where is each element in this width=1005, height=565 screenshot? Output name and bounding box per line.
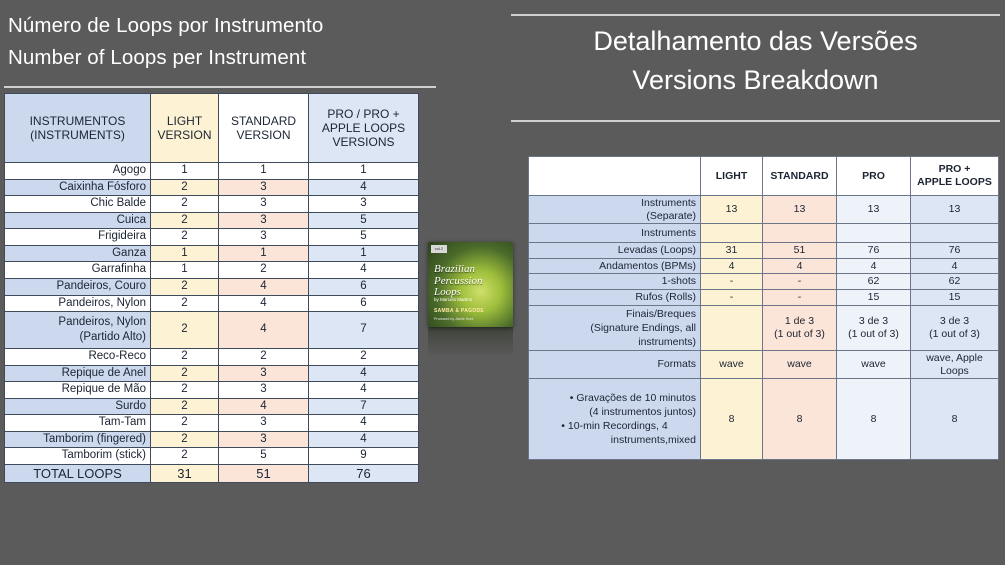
pro-value: 8	[837, 379, 911, 460]
versions-row-recordings	[529, 379, 999, 460]
instrument-name: Tamborim (fingered)	[5, 431, 151, 448]
column-header-instruments-l2: (INSTRUMENTS)	[30, 128, 125, 142]
light-value: 2	[151, 312, 219, 349]
pro-value: 4	[837, 258, 911, 274]
row-label	[529, 305, 701, 351]
light-value: 1	[151, 163, 219, 180]
light-value: 8	[701, 379, 763, 460]
instrument-name: Garrafinha	[5, 262, 151, 279]
pro-value: 7	[309, 312, 419, 349]
right-page-title	[511, 22, 1000, 100]
table-row	[5, 365, 419, 382]
table-row	[5, 415, 419, 432]
pro-value: 5	[309, 229, 419, 246]
table-total-row	[5, 465, 419, 483]
table-row	[5, 262, 419, 279]
light-value: 2	[151, 365, 219, 382]
standard-value: 13	[763, 196, 837, 224]
pro-value: 9	[309, 448, 419, 465]
left-panel	[0, 0, 440, 565]
pro-value: 76	[837, 243, 911, 259]
total-light: 31	[151, 465, 219, 483]
table-row	[5, 163, 419, 180]
versions-header-pro-apple-l1: PRO +	[938, 163, 971, 176]
pro-apple-value: 62	[911, 274, 999, 290]
pro-apple-value: 8	[911, 379, 999, 460]
standard-value: 4	[219, 398, 309, 415]
standard-value: 3	[219, 431, 309, 448]
left-title-divider	[4, 86, 436, 88]
light-value: 2	[151, 229, 219, 246]
pro-value: 4	[309, 415, 419, 432]
row-label-l2: (4 instrumentos juntos)	[589, 406, 696, 419]
instrument-name: Caixinha Fósforo	[5, 179, 151, 196]
standard-value: 8	[763, 379, 837, 460]
row-label-l4: instruments,mixed	[610, 434, 696, 447]
album-producer: Produced by Jamie Hunt	[434, 317, 474, 321]
light-value: 2	[151, 431, 219, 448]
light-value: 2	[151, 278, 219, 295]
pro-value: 6	[309, 278, 419, 295]
pro-value: 1	[309, 163, 419, 180]
column-header-pro-l2: APPLE LOOPS	[321, 120, 406, 135]
standard-value: 3	[219, 382, 309, 399]
column-header-light	[151, 94, 219, 163]
row-label: Rufos (Rolls)	[529, 289, 701, 305]
pro-value: 2	[309, 349, 419, 366]
table-header-row	[5, 94, 419, 163]
pro-value: 6	[309, 295, 419, 312]
standard-value: 3	[219, 212, 309, 229]
left-title-en: Number of Loops per Instrument	[8, 45, 307, 69]
light-value: 2	[151, 415, 219, 432]
versions-header-standard: STANDARD	[763, 157, 837, 196]
versions-header-pro-apple	[911, 157, 999, 196]
table-row	[5, 349, 419, 366]
pro-apple-value: 13	[911, 196, 999, 224]
standard-value: -	[763, 274, 837, 290]
album-art-reflection	[428, 327, 513, 357]
row-label-l2: (Signature Endings, all	[590, 321, 696, 334]
pro-value: 4	[309, 431, 419, 448]
versions-breakdown-table	[528, 156, 999, 460]
left-title-pt: Número de Loops por Instrumento	[8, 14, 324, 37]
pro-apple-value: 15	[911, 289, 999, 305]
table-row	[5, 245, 419, 262]
pro-value: wave	[837, 351, 911, 379]
instrument-name: Pandeiros, Couro	[5, 278, 151, 295]
versions-row-instruments-separate	[529, 196, 999, 224]
versions-header-pro: PRO	[837, 157, 911, 196]
column-header-light-l2: VERSION	[157, 128, 212, 142]
versions-header-light: LIGHT	[701, 157, 763, 196]
pro-apple-value	[911, 224, 999, 243]
pro-value: 4	[309, 179, 419, 196]
instrument-name: Chic Balde	[5, 196, 151, 213]
versions-row-1shots	[529, 274, 999, 290]
row-label-l1: Instruments	[641, 197, 696, 209]
pro-value: 3	[309, 196, 419, 213]
table-row	[5, 312, 419, 349]
standard-value: 51	[763, 243, 837, 259]
light-value: 31	[701, 243, 763, 259]
standard-value: 3	[219, 415, 309, 432]
standard-value: 3	[219, 196, 309, 213]
instrument-name: Frigideira	[5, 229, 151, 246]
instrument-name: Pandeiros, Nylon	[5, 295, 151, 312]
column-header-light-l1: LIGHT	[166, 113, 203, 128]
column-header-instruments-l1: INSTRUMENTOS	[29, 113, 126, 128]
row-label: Levadas (Loops)	[529, 243, 701, 259]
standard-value: 3	[219, 365, 309, 382]
versions-header-pro-apple-l2: APPLE LOOPS	[917, 176, 992, 188]
light-value: 2	[151, 179, 219, 196]
light-value: 2	[151, 382, 219, 399]
instrument-name: Tamborim (stick)	[5, 448, 151, 465]
row-label-l2: (Separate)	[646, 209, 696, 222]
pro-value: 1	[309, 245, 419, 262]
standard-value: 4	[763, 258, 837, 274]
right-title-divider-bottom	[511, 120, 1000, 122]
row-label: Formats	[529, 351, 701, 379]
light-value	[701, 224, 763, 243]
pro-value	[837, 224, 911, 243]
album-genre: SAMBA & PAGODE	[434, 308, 485, 314]
light-value: 13	[701, 196, 763, 224]
table-row	[5, 179, 419, 196]
album-title-l3: Loops	[434, 286, 461, 299]
row-label-l3: instruments)	[638, 335, 696, 348]
table-row	[5, 229, 419, 246]
versions-header-row	[529, 157, 999, 196]
instrument-name: Reco-Reco	[5, 349, 151, 366]
pro-value: 4	[309, 262, 419, 279]
instrument-name: Surdo	[5, 398, 151, 415]
versions-row-rufos	[529, 289, 999, 305]
row-label-l3: • 10-min Recordings, 4	[561, 420, 668, 433]
versions-header-blank	[529, 157, 701, 196]
table-row	[5, 398, 419, 415]
standard-value: 2	[219, 349, 309, 366]
versions-row-levadas	[529, 243, 999, 259]
light-value	[701, 305, 763, 351]
versions-row-instruments	[529, 224, 999, 243]
standard-value: 4	[219, 278, 309, 295]
instrument-name: Repique de Anel	[5, 365, 151, 382]
standard-value: 2	[219, 262, 309, 279]
column-header-standard-l1: STANDARD	[230, 113, 297, 128]
pro-apple-value: wave, Apple Loops	[911, 351, 999, 379]
light-value: wave	[701, 351, 763, 379]
versions-row-finais-breques	[529, 305, 999, 351]
album-cover-image	[428, 242, 513, 327]
table-row	[5, 382, 419, 399]
column-header-instruments	[5, 94, 151, 163]
right-title-divider-top	[511, 14, 1000, 16]
total-pro: 76	[309, 465, 419, 483]
versions-row-formats	[529, 351, 999, 379]
album-title	[434, 264, 509, 299]
standard-value-l1: 1 de 3	[784, 315, 815, 328]
standard-value: wave	[763, 351, 837, 379]
pro-value	[837, 305, 911, 351]
light-value: 1	[151, 245, 219, 262]
pro-apple-value	[911, 305, 999, 351]
total-label: TOTAL LOOPS	[5, 465, 151, 483]
instrument-name: Cuica	[5, 212, 151, 229]
row-label-l1: Finais/Breques	[625, 307, 696, 320]
loops-per-instrument-table	[4, 93, 419, 483]
light-value: 2	[151, 196, 219, 213]
light-value: -	[701, 289, 763, 305]
total-standard: 51	[219, 465, 309, 483]
instrument-name-line1: Pandeiros, Nylon	[58, 316, 146, 329]
instrument-name-line2: (Partido Alto)	[79, 331, 146, 344]
table-row	[5, 431, 419, 448]
row-label	[529, 196, 701, 224]
column-header-pro	[309, 94, 419, 163]
standard-value: -	[763, 289, 837, 305]
standard-value-l2: (1 out of 3)	[774, 327, 825, 340]
pro-apple-value: 76	[911, 243, 999, 259]
row-label: 1-shots	[529, 274, 701, 290]
instrument-name: Repique de Mão	[5, 382, 151, 399]
column-header-standard	[219, 94, 309, 163]
standard-value: 5	[219, 448, 309, 465]
standard-value	[763, 224, 837, 243]
album-author: by Marcelo Martins	[434, 297, 473, 302]
column-header-pro-l1: PRO / PRO +	[327, 106, 400, 121]
light-value: 1	[151, 262, 219, 279]
column-header-standard-l2: VERSION	[236, 128, 291, 142]
column-header-pro-l3: VERSIONS	[332, 135, 395, 150]
standard-value: 1	[219, 245, 309, 262]
light-value: 2	[151, 448, 219, 465]
pro-apple-value-l1: 3 de 3	[939, 315, 970, 328]
light-value: -	[701, 274, 763, 290]
standard-value: 4	[219, 312, 309, 349]
row-label-bullets	[533, 391, 696, 448]
album-title-l2: Percussion	[434, 274, 483, 287]
pro-value-l1: 3 de 3	[858, 315, 889, 328]
light-value: 2	[151, 349, 219, 366]
row-label: Andamentos (BPMs)	[529, 258, 701, 274]
right-title-en: Versions Breakdown	[632, 65, 879, 96]
light-value: 4	[701, 258, 763, 274]
standard-value: 1	[219, 163, 309, 180]
table-row	[5, 196, 419, 213]
versions-row-andamentos	[529, 258, 999, 274]
instrument-name	[5, 312, 151, 349]
standard-value	[763, 305, 837, 351]
light-value: 2	[151, 295, 219, 312]
row-label	[529, 379, 701, 460]
light-value: 2	[151, 212, 219, 229]
album-volume-badge: vol.2	[431, 245, 447, 253]
light-value: 2	[151, 398, 219, 415]
pro-value: 4	[309, 382, 419, 399]
standard-value: 4	[219, 295, 309, 312]
instrument-name: Ganza	[5, 245, 151, 262]
pro-apple-value-l2: (1 out of 3)	[929, 327, 980, 340]
pro-value: 5	[309, 212, 419, 229]
pro-value: 62	[837, 274, 911, 290]
pro-value: 13	[837, 196, 911, 224]
right-title-pt: Detalhamento das Versões	[593, 26, 918, 56]
album-title-l1: Brazilian	[434, 263, 475, 275]
instrument-name: Tam-Tam	[5, 415, 151, 432]
pro-apple-value: 4	[911, 258, 999, 274]
row-label-l1: • Gravações de 10 minutos	[569, 391, 696, 404]
pro-value: 7	[309, 398, 419, 415]
row-label: Instruments	[529, 224, 701, 243]
pro-value: 4	[309, 365, 419, 382]
pro-value-l2: (1 out of 3)	[848, 327, 899, 340]
table-row	[5, 448, 419, 465]
standard-value: 3	[219, 179, 309, 196]
standard-value: 3	[219, 229, 309, 246]
instrument-name: Agogo	[5, 163, 151, 180]
table-row	[5, 212, 419, 229]
pro-value: 15	[837, 289, 911, 305]
table-row	[5, 278, 419, 295]
left-page-title	[0, 0, 440, 74]
table-row	[5, 295, 419, 312]
